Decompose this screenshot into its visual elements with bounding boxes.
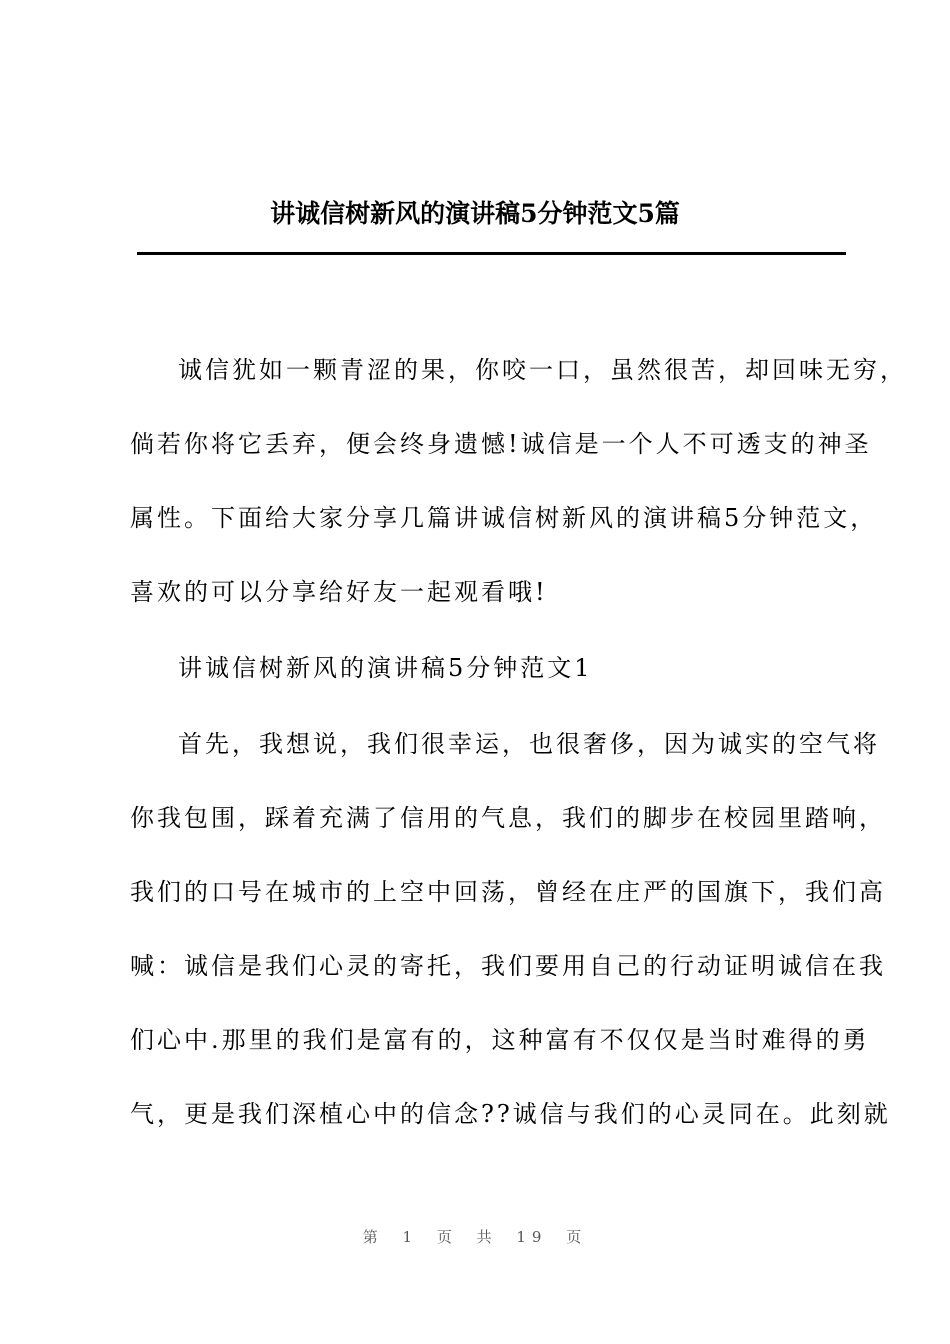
section-heading: 讲诚信树新风的演讲稿5分钟范文1	[178, 654, 593, 682]
paragraph-line: 们心中.那里的我们是富有的，这种富有不仅仅是当时难得的勇	[130, 1026, 870, 1054]
paragraph-line: 喊：诚信是我们心灵的寄托，我们要用自己的行动证明诚信在我	[130, 952, 886, 980]
paragraph-line: 属性。下面给大家分享几篇讲诚信树新风的演讲稿5分钟范文，	[130, 504, 878, 532]
paragraph-line: 首先，我想说，我们很幸运，也很奢侈，因为诚实的空气将	[178, 730, 880, 758]
paragraph-line: 倘若你将它丢弃，便会终身遗憾!诚信是一个人不可透支的神圣	[130, 430, 872, 458]
document-title: 讲诚信树新风的演讲稿5分钟范文5篇	[270, 199, 680, 228]
paragraph-line: 你我包围，踩着充满了信用的气息，我们的脚步在校园里踏响，	[130, 804, 886, 832]
paragraph-line: 诚信犹如一颗青涩的果，你咬一口，虽然很苦，却回味无穷，	[178, 356, 907, 384]
title-divider	[137, 252, 846, 255]
paragraph-line: 我们的口号在城市的上空中回荡，曾经在庄严的国旗下，我们高	[130, 878, 886, 906]
paragraph-line: 喜欢的可以分享给好友一起观看哦!	[130, 578, 548, 606]
page-number-footer: 第 1 页 共 19 页	[362, 1228, 588, 1246]
paragraph-line: 气，更是我们深植心中的信念??诚信与我们的心灵同在。此刻就	[130, 1100, 891, 1128]
